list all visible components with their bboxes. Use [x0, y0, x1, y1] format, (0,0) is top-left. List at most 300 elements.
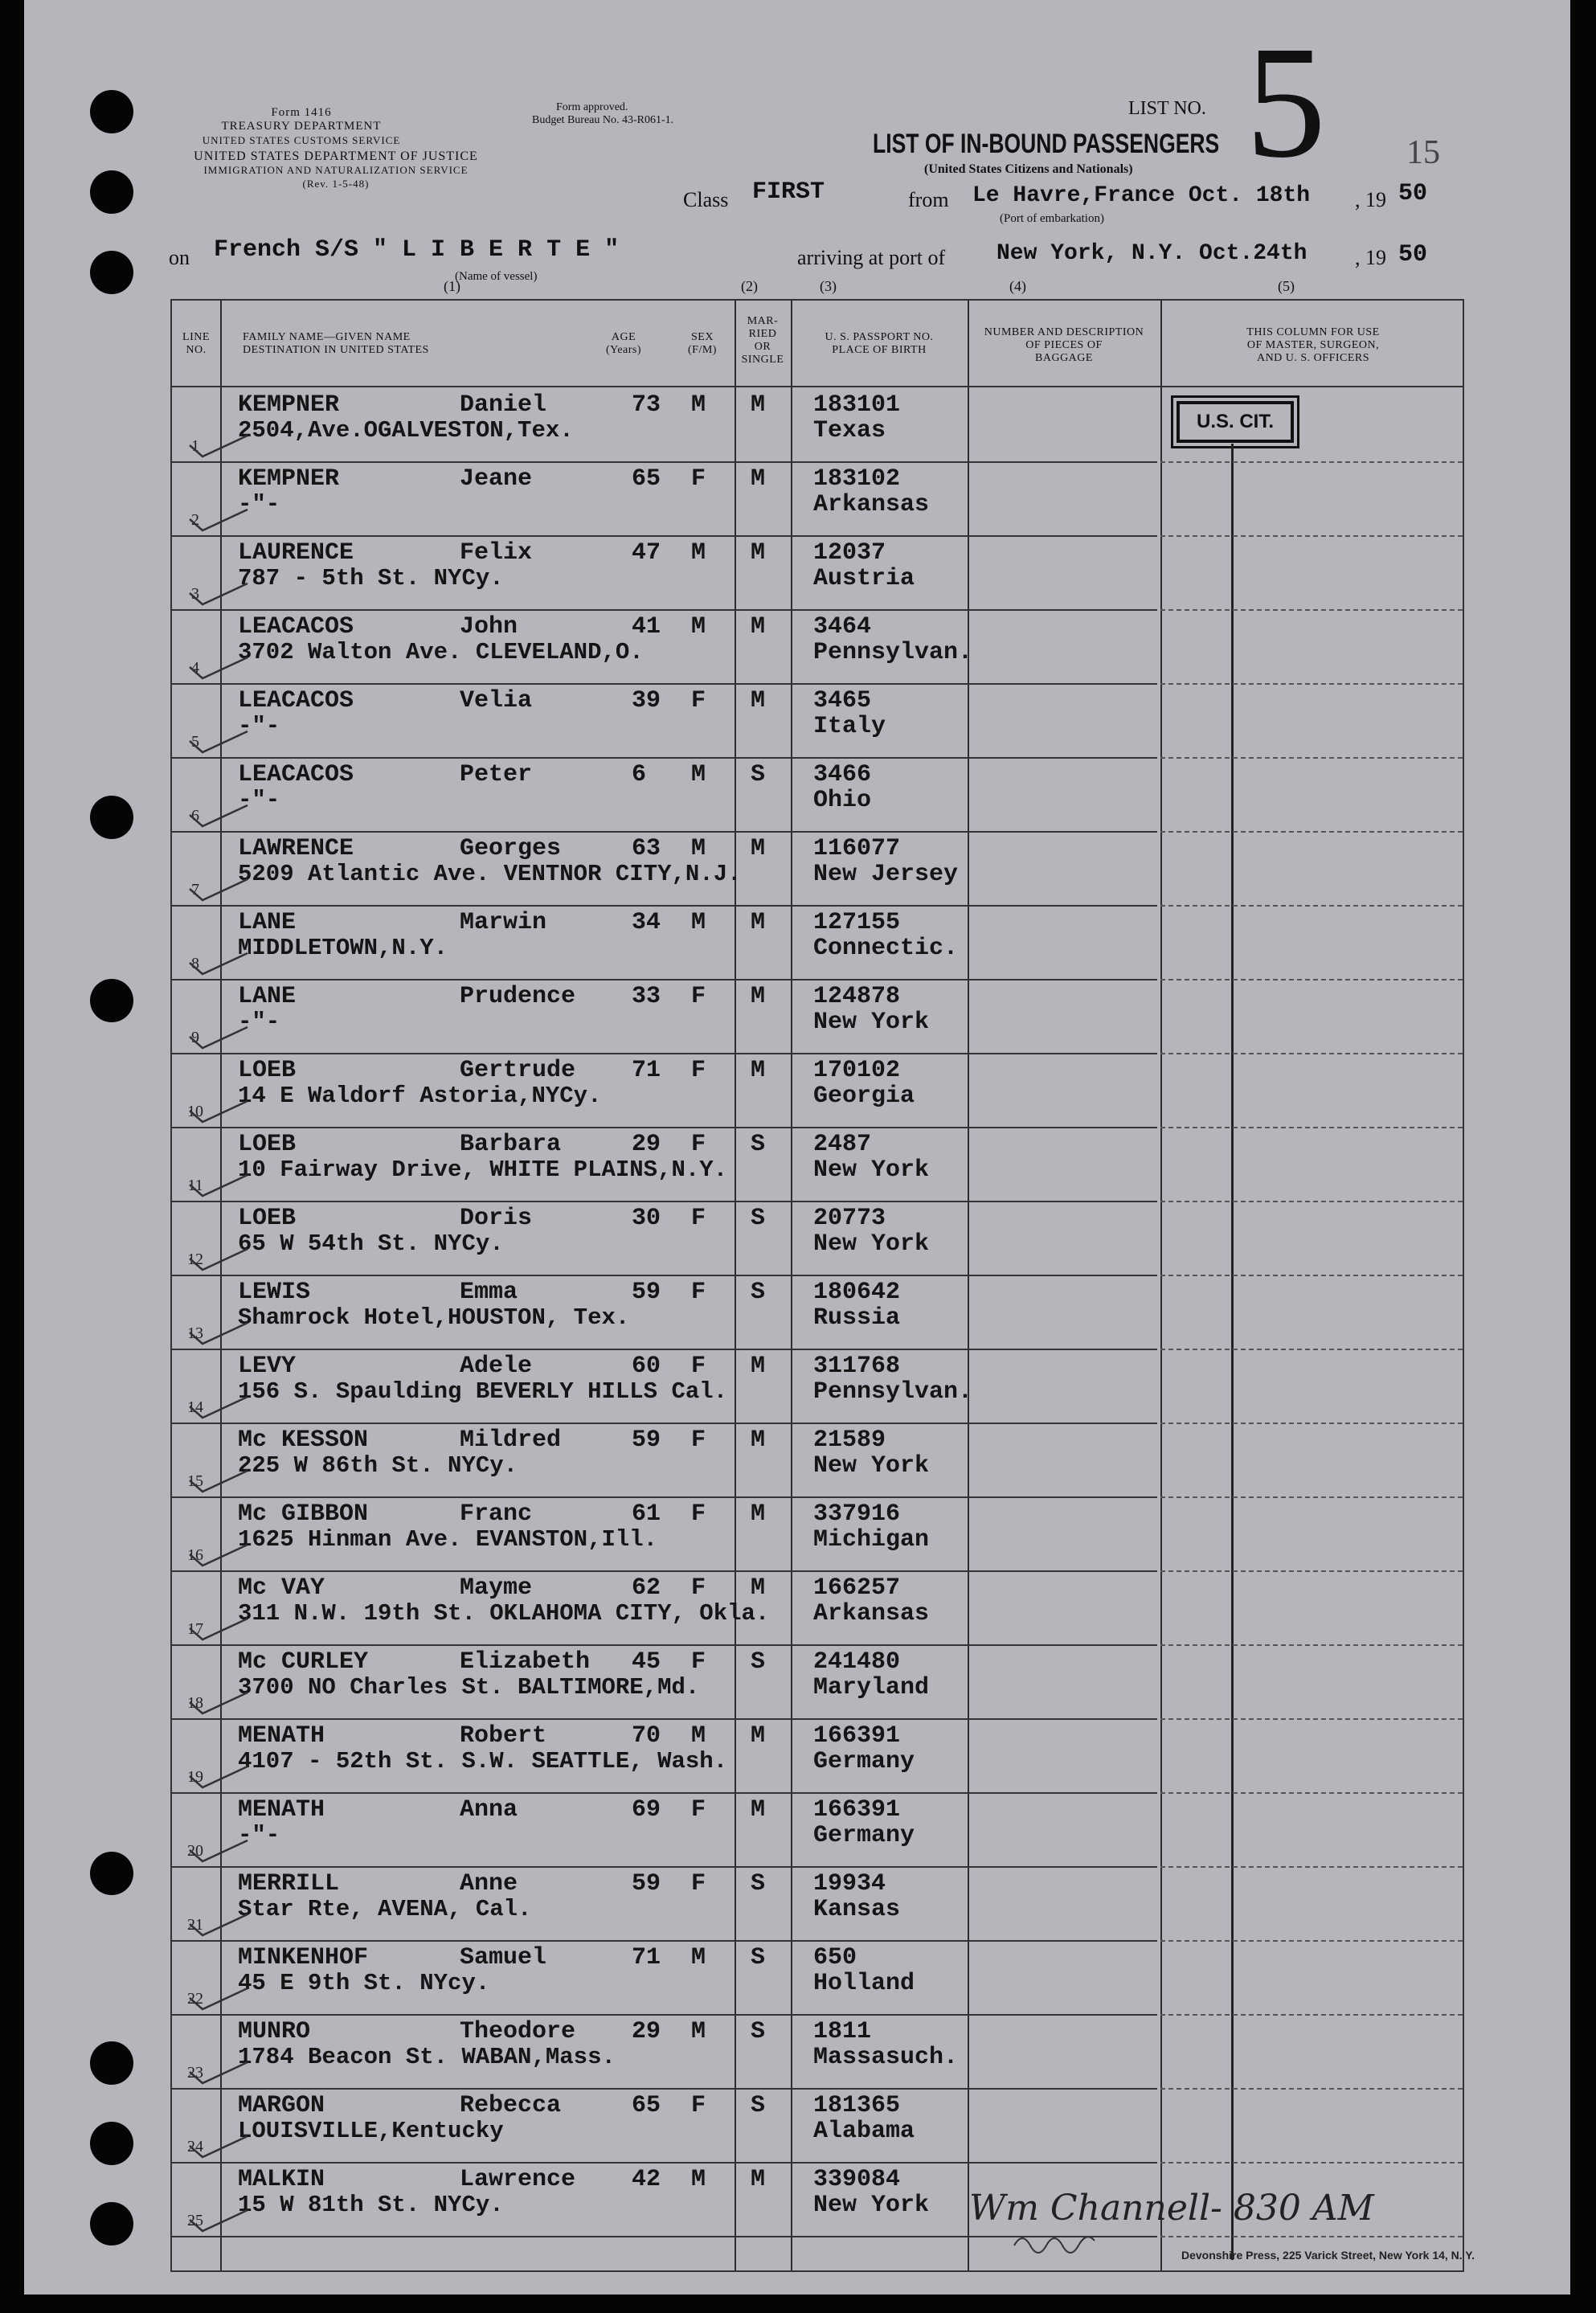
- sex: M: [691, 539, 706, 567]
- destination: 5209 Atlantic Ave. VENTNOR CITY,N.J.: [238, 861, 742, 887]
- age: 63: [632, 835, 661, 862]
- check-mark-icon: [186, 730, 251, 754]
- passport-number: 124878: [813, 983, 901, 1010]
- marital-status: S: [751, 1870, 766, 1897]
- arriving-year-prefix: , 19: [1355, 246, 1386, 269]
- family-name: MINKENHOF: [238, 1944, 369, 1971]
- marital-status: M: [751, 1796, 766, 1824]
- age: 29: [632, 2018, 661, 2045]
- row-divider: [172, 1349, 1157, 1350]
- age: 61: [632, 1500, 661, 1528]
- destination: Shamrock Hotel,HOUSTON, Tex.: [238, 1304, 630, 1331]
- table-row: [172, 1053, 1463, 1127]
- row-divider: [172, 1275, 1157, 1276]
- given-name: Marwin: [460, 909, 547, 936]
- destination: 45 E 9th St. NYcy.: [238, 1970, 490, 1996]
- row-divider: [172, 2014, 1157, 2016]
- form-service: UNITED STATES CUSTOMS SERVICE: [202, 134, 401, 146]
- port-embarkation-label: (Port of embarkation): [1000, 212, 1104, 225]
- check-mark-icon: [186, 434, 251, 458]
- destination: 1625 Hinman Ave. EVANSTON,Ill.: [238, 1526, 658, 1553]
- check-mark-icon: [186, 1987, 251, 2011]
- arriving-year: 50: [1398, 241, 1428, 268]
- given-name: Barbara: [460, 1131, 562, 1158]
- line-number: 15: [187, 1472, 203, 1490]
- destination: 156 S. Spaulding BEVERLY HILLS Cal.: [238, 1378, 728, 1405]
- table-row: [172, 905, 1463, 979]
- marital-status: M: [751, 539, 766, 567]
- passport-number: 170102: [813, 1057, 901, 1084]
- table-row: [172, 1570, 1463, 1644]
- check-mark-icon: [186, 508, 251, 532]
- destination: LOUISVILLE,Kentucky: [238, 2118, 504, 2144]
- passport-number: 2487: [813, 1131, 872, 1158]
- check-mark-icon: [186, 1247, 251, 1271]
- row-divider: [172, 2088, 1157, 2090]
- passport-number: 311768: [813, 1353, 901, 1380]
- printer-imprint: Devonshire Press, 225 Varick Street, New York 14, N. Y.: [1181, 2249, 1475, 2262]
- row-divider: [172, 757, 1157, 759]
- row-divider: [172, 535, 1157, 537]
- row-divider-dashed: [1160, 1570, 1463, 1572]
- form-id-block: [169, 106, 434, 147]
- list-no-label: LIST NO.: [1128, 98, 1206, 119]
- row-divider-dashed: [1160, 461, 1463, 463]
- sex: M: [691, 613, 706, 641]
- given-name: Anne: [460, 1870, 518, 1897]
- given-name: Elizabeth: [460, 1648, 591, 1676]
- place-of-birth: Texas: [813, 417, 886, 444]
- punch-hole: [90, 90, 133, 133]
- passport-number: 241480: [813, 1648, 901, 1676]
- column-number-1: (1): [444, 278, 460, 294]
- given-name: Georges: [460, 835, 562, 862]
- header-baggage: NUMBER AND DESCRIPTION OF PIECES OF BAGGAGE: [984, 326, 1144, 364]
- passport-number: 20773: [813, 1205, 886, 1232]
- header-name: FAMILY NAME—GIVEN NAME DESTINATION IN UNITED STATES: [243, 331, 429, 356]
- row-divider: [172, 2162, 1157, 2164]
- line-number: 11: [187, 1177, 203, 1194]
- page-number: 15: [1406, 134, 1440, 171]
- marital-status: S: [751, 1131, 766, 1158]
- row-divider-dashed: [1160, 2162, 1463, 2164]
- row-divider: [172, 2236, 1157, 2237]
- from-label: from: [908, 188, 949, 211]
- row-divider-dashed: [1160, 905, 1463, 907]
- sex: M: [691, 1722, 706, 1750]
- check-mark-icon: [186, 1395, 251, 1419]
- sex: M: [691, 835, 706, 862]
- check-mark-icon: [186, 1543, 251, 1567]
- row-divider: [172, 1866, 1157, 1868]
- line-number: 17: [187, 1620, 203, 1638]
- sex: M: [691, 909, 706, 936]
- table-row: [172, 2014, 1463, 2088]
- age: 34: [632, 909, 661, 936]
- place-of-birth: Pennsylvan.: [813, 639, 973, 666]
- place-of-birth: Michigan: [813, 1526, 930, 1554]
- place-of-birth: Arkansas: [813, 491, 930, 518]
- check-mark-icon: [186, 1913, 251, 1937]
- form-revision: (Rev. 1-5-48): [302, 178, 370, 190]
- family-name: LANE: [238, 909, 297, 936]
- row-divider: [172, 1127, 1157, 1128]
- table-row: [172, 683, 1463, 757]
- table-row: [172, 1127, 1463, 1201]
- table-row: [172, 757, 1463, 831]
- place-of-birth: Russia: [813, 1304, 901, 1332]
- age: 29: [632, 1131, 661, 1158]
- marital-status: M: [751, 909, 766, 936]
- header-passport: U. S. PASSPORT NO. PLACE OF BIRTH: [825, 331, 934, 356]
- passport-number: 180642: [813, 1279, 901, 1306]
- marital-status: M: [751, 2166, 766, 2193]
- family-name: LEWIS: [238, 1279, 311, 1306]
- age: 39: [632, 687, 661, 714]
- line-number: 9: [191, 1029, 199, 1046]
- destination: 15 W 81th St. NYCy.: [238, 2192, 504, 2218]
- table-row: [172, 1275, 1463, 1349]
- punch-hole: [90, 796, 133, 839]
- destination: 65 W 54th St. NYCy.: [238, 1230, 504, 1257]
- table-row: [172, 1496, 1463, 1570]
- family-name: Mc KESSON: [238, 1427, 369, 1454]
- sex: F: [691, 465, 706, 493]
- from-year: 50: [1398, 180, 1428, 207]
- column-number-5: (5): [1278, 278, 1295, 294]
- age: 6: [632, 761, 647, 788]
- check-mark-icon: [186, 1173, 251, 1197]
- sex: F: [691, 687, 706, 714]
- marital-status: S: [751, 1279, 766, 1306]
- line-number: 25: [187, 2212, 203, 2229]
- destination: 1784 Beacon St. WABAN,Mass.: [238, 2044, 616, 2070]
- class-value: FIRST: [752, 178, 825, 206]
- line-number: 5: [191, 733, 199, 751]
- passport-number: 650: [813, 1944, 857, 1971]
- punch-hole: [90, 2202, 133, 2245]
- family-name: LOEB: [238, 1205, 297, 1232]
- check-mark-icon: [186, 804, 251, 828]
- age: 41: [632, 613, 661, 641]
- us-citizen-stamp: U.S. CIT.: [1177, 401, 1294, 443]
- check-mark-icon: [186, 1099, 251, 1124]
- table-row: [172, 461, 1463, 535]
- table-row: [172, 535, 1463, 609]
- row-divider-dashed: [1160, 1866, 1463, 1868]
- row-divider: [172, 1423, 1157, 1424]
- passport-number: 12037: [813, 539, 886, 567]
- inspector-signature: Wm Channell- 830 AM: [969, 2188, 1374, 2229]
- destination: -"-: [238, 491, 280, 518]
- row-divider: [172, 461, 1157, 463]
- table-row: [172, 387, 1463, 461]
- marital-status: M: [751, 613, 766, 641]
- line-number: 7: [191, 881, 199, 899]
- passport-number: 166257: [813, 1574, 901, 1602]
- manifest-title: LIST OF IN-BOUND PASSENGERS: [873, 129, 1220, 159]
- marital-status: M: [751, 687, 766, 714]
- table-row: [172, 1866, 1463, 1940]
- passport-number: 127155: [813, 909, 901, 936]
- marital-status: M: [751, 1427, 766, 1454]
- family-name: Mc GIBBON: [238, 1500, 369, 1528]
- family-name: MERRILL: [238, 1870, 340, 1897]
- age: 47: [632, 539, 661, 567]
- header-line-no: LINE NO.: [182, 331, 210, 356]
- row-divider-dashed: [1160, 979, 1463, 980]
- check-mark-icon: [186, 952, 251, 976]
- form-approved-line1: Form approved.: [556, 101, 628, 113]
- check-mark-icon: [186, 1839, 251, 1863]
- given-name: Mayme: [460, 1574, 533, 1602]
- row-divider-dashed: [1160, 831, 1463, 833]
- line-number: 3: [191, 585, 199, 603]
- passport-number: 183101: [813, 391, 901, 419]
- row-divider-dashed: [1160, 2088, 1463, 2090]
- family-name: MARGON: [238, 2092, 325, 2119]
- row-divider: [172, 609, 1157, 611]
- sex: M: [691, 2166, 706, 2193]
- from-value: Le Havre,France Oct. 18th: [972, 183, 1311, 208]
- column-number-4: (4): [1009, 278, 1026, 294]
- line-number: 8: [191, 955, 199, 972]
- row-divider: [172, 1053, 1157, 1054]
- passport-number: 116077: [813, 835, 901, 862]
- table-row: [172, 1792, 1463, 1866]
- family-name: LOEB: [238, 1057, 297, 1084]
- age: 59: [632, 1427, 661, 1454]
- line-number: 23: [187, 2064, 203, 2082]
- row-divider-dashed: [1160, 1792, 1463, 1794]
- age: 71: [632, 1057, 661, 1084]
- inspector-initials: [1013, 2229, 1101, 2259]
- row-divider: [172, 1201, 1157, 1202]
- table-row: [172, 1718, 1463, 1792]
- row-divider-dashed: [1160, 1423, 1463, 1424]
- age: 69: [632, 1796, 661, 1824]
- line-number: 6: [191, 807, 199, 825]
- check-mark-icon: [186, 1691, 251, 1715]
- passport-number: 3465: [813, 687, 872, 714]
- marital-status: M: [751, 835, 766, 862]
- row-divider: [172, 831, 1157, 833]
- passport-number: 181365: [813, 2092, 901, 2119]
- place-of-birth: New York: [813, 1452, 930, 1480]
- passport-number: 183102: [813, 465, 901, 493]
- row-divider-dashed: [1160, 1349, 1463, 1350]
- passport-number: 3466: [813, 761, 872, 788]
- family-name: LANE: [238, 983, 297, 1010]
- check-mark-icon: [186, 1469, 251, 1493]
- place-of-birth: Kansas: [813, 1896, 901, 1923]
- row-divider: [172, 905, 1157, 907]
- given-name: John: [460, 613, 518, 641]
- family-name: LAWRENCE: [238, 835, 354, 862]
- table-row: [172, 1644, 1463, 1718]
- destination: -"-: [238, 1009, 280, 1035]
- family-name: Mc VAY: [238, 1574, 325, 1602]
- place-of-birth: Holland: [813, 1970, 915, 1997]
- table-row: [172, 1423, 1463, 1496]
- check-mark-icon: [186, 2061, 251, 2085]
- line-number: 22: [187, 1990, 203, 2008]
- column-number-3: (3): [820, 278, 837, 294]
- age: 65: [632, 465, 661, 493]
- place-of-birth: New Jersey: [813, 861, 959, 888]
- destination: 225 W 86th St. NYCy.: [238, 1452, 518, 1479]
- row-divider-dashed: [1160, 2236, 1463, 2237]
- sex: F: [691, 1574, 706, 1602]
- place-of-birth: New York: [813, 1156, 930, 1184]
- table-row: [172, 1940, 1463, 2014]
- row-divider-dashed: [1160, 1718, 1463, 1720]
- marital-status: M: [751, 1500, 766, 1528]
- family-name: LEVY: [238, 1353, 297, 1380]
- punch-hole: [90, 170, 133, 214]
- marital-status: M: [751, 1574, 766, 1602]
- sex: M: [691, 1944, 706, 1971]
- line-number: 20: [187, 1842, 203, 1860]
- age: 73: [632, 391, 661, 419]
- line-number: 12: [187, 1251, 203, 1268]
- family-name: Mc CURLEY: [238, 1648, 369, 1676]
- age: 30: [632, 1205, 661, 1232]
- family-name: MALKIN: [238, 2166, 325, 2193]
- age: 65: [632, 2092, 661, 2119]
- destination: 311 N.W. 19th St. OKLAHOMA CITY, Okla.: [238, 1600, 770, 1627]
- age: 71: [632, 1944, 661, 1971]
- row-divider-dashed: [1160, 535, 1463, 537]
- passport-number: 19934: [813, 1870, 886, 1897]
- age: 59: [632, 1870, 661, 1897]
- place-of-birth: New York: [813, 1230, 930, 1258]
- family-name: LAURENCE: [238, 539, 354, 567]
- age: 62: [632, 1574, 661, 1602]
- given-name: Mildred: [460, 1427, 562, 1454]
- table-row: [172, 831, 1463, 905]
- place-of-birth: Alabama: [813, 2118, 915, 2145]
- place-of-birth: Maryland: [813, 1674, 930, 1701]
- family-name: MUNRO: [238, 2018, 311, 2045]
- sex: F: [691, 1279, 706, 1306]
- initials-scribble: [1013, 2229, 1101, 2254]
- destination: -"-: [238, 787, 280, 813]
- line-number: 1: [191, 437, 199, 455]
- given-name: Prudence: [460, 983, 576, 1010]
- passport-number: 21589: [813, 1427, 886, 1454]
- place-of-birth: Georgia: [813, 1083, 915, 1110]
- given-name: Rebecca: [460, 2092, 562, 2119]
- age: 45: [632, 1648, 661, 1676]
- row-divider: [172, 683, 1157, 685]
- header-officers: THIS COLUMN FOR USE OF MASTER, SURGEON, AND U. S. OFFICERS: [1246, 326, 1380, 364]
- destination: 14 E Waldorf Astoria,NYCy.: [238, 1083, 602, 1109]
- destination: 787 - 5th St. NYCy.: [238, 565, 504, 592]
- header-married: MAR- RIED OR SINGLE: [741, 315, 784, 366]
- marital-status: M: [751, 465, 766, 493]
- row-divider: [172, 1718, 1157, 1720]
- place-of-birth: Austria: [813, 565, 915, 592]
- passenger-table: [170, 278, 1464, 2272]
- row-divider-dashed: [1160, 1127, 1463, 1128]
- row-divider-dashed: [1160, 1201, 1463, 1202]
- age: 60: [632, 1353, 661, 1380]
- table-row: [172, 2088, 1463, 2162]
- row-divider-dashed: [1160, 757, 1463, 759]
- check-mark-icon: [186, 1025, 251, 1050]
- marital-status: S: [751, 1944, 766, 1971]
- sex: F: [691, 2092, 706, 2119]
- sex: F: [691, 1205, 706, 1232]
- destination: 4107 - 52th St. S.W. SEATTLE, Wash.: [238, 1748, 728, 1775]
- column-number-2: (2): [741, 278, 758, 294]
- row-divider-dashed: [1160, 609, 1463, 611]
- place-of-birth: Massasuch.: [813, 2044, 959, 2071]
- line-number: 18: [187, 1694, 203, 1712]
- passport-number: 166391: [813, 1796, 901, 1824]
- arriving-value: New York, N.Y. Oct.24th: [996, 241, 1307, 266]
- manifest-sheet: [24, 0, 1570, 2295]
- form-approved-line2: Budget Bureau No. 43-R061-1.: [532, 114, 674, 126]
- row-divider-dashed: [1160, 1644, 1463, 1646]
- marital-status: S: [751, 2018, 766, 2045]
- sex: F: [691, 1427, 706, 1454]
- row-divider-dashed: [1160, 1275, 1463, 1276]
- row-divider-dashed: [1160, 683, 1463, 685]
- given-name: Theodore: [460, 2018, 576, 2045]
- table-row: [172, 979, 1463, 1053]
- marital-status: S: [751, 1205, 766, 1232]
- destination: 3700 NO Charles St. BALTIMORE,Md.: [238, 1674, 700, 1701]
- row-divider-dashed: [1160, 1940, 1463, 1942]
- marital-status: S: [751, 1648, 766, 1676]
- destination: Star Rte, AVENA, Cal.: [238, 1896, 532, 1922]
- passport-number: 3464: [813, 613, 872, 641]
- sex: F: [691, 1648, 706, 1676]
- table-row: [172, 609, 1463, 683]
- destination: 10 Fairway Drive, WHITE PLAINS,N.Y.: [238, 1156, 728, 1183]
- row-divider-dashed: [1160, 2014, 1463, 2016]
- row-divider: [172, 1940, 1157, 1942]
- sex: F: [691, 1870, 706, 1897]
- marital-status: M: [751, 1057, 766, 1084]
- place-of-birth: Pennsylvan.: [813, 1378, 973, 1406]
- passport-number: 1811: [813, 2018, 872, 2045]
- list-no-value: 5: [1246, 14, 1326, 191]
- sex: F: [691, 1353, 706, 1380]
- given-name: Franc: [460, 1500, 533, 1528]
- from-year-prefix: , 19: [1355, 188, 1386, 211]
- punch-hole: [90, 251, 133, 294]
- given-name: Emma: [460, 1279, 518, 1306]
- line-number: 2: [191, 511, 199, 529]
- sex: M: [691, 761, 706, 788]
- place-of-birth: Germany: [813, 1822, 915, 1849]
- punch-hole: [90, 1852, 133, 1895]
- age: 42: [632, 2166, 661, 2193]
- form-justice: UNITED STATES DEPARTMENT OF JUSTICE: [194, 149, 478, 163]
- given-name: Robert: [460, 1722, 547, 1750]
- passport-number: 166391: [813, 1722, 901, 1750]
- age: 33: [632, 983, 661, 1010]
- family-name: KEMPNER: [238, 465, 340, 493]
- punch-hole: [90, 2122, 133, 2165]
- check-mark-icon: [186, 1617, 251, 1641]
- given-name: Anna: [460, 1796, 518, 1824]
- check-mark-icon: [186, 2135, 251, 2159]
- place-of-birth: New York: [813, 2192, 930, 2219]
